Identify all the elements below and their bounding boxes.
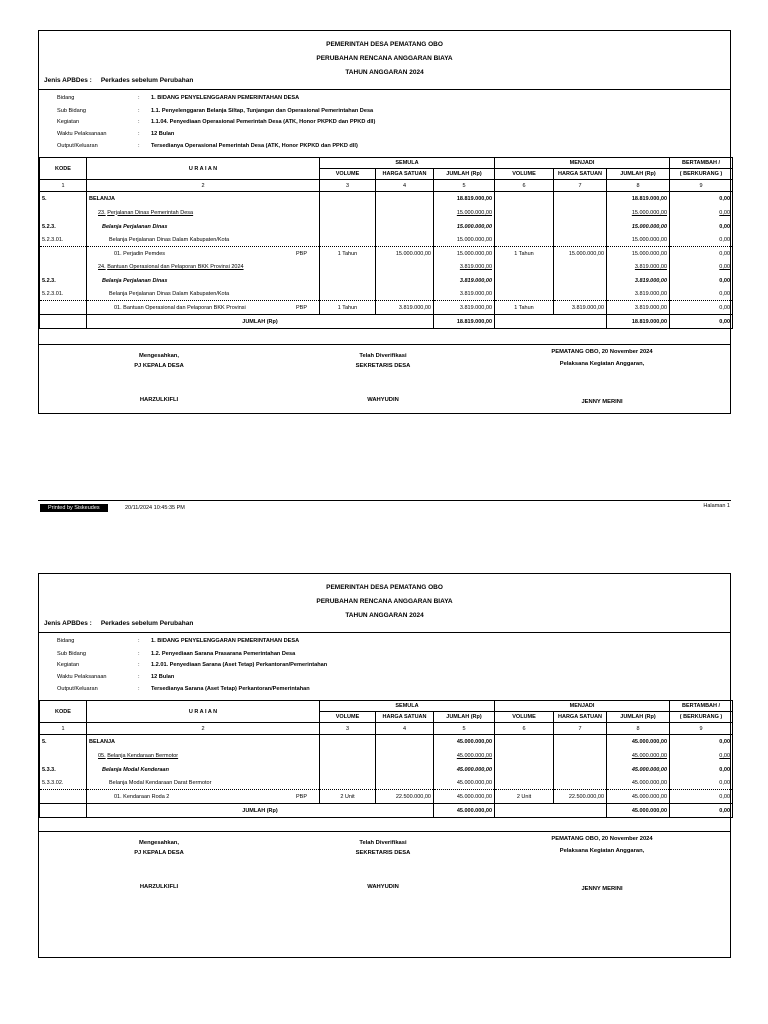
cell-selisih: 0,00 [670, 206, 733, 220]
cell-jumlah-menjadi: 15.000.000,00 [607, 206, 670, 220]
cell-jumlah-menjadi: 45.000.000,00 [607, 763, 670, 777]
jenis-apbdes [44, 77, 193, 84]
rab-page-1 [38, 30, 731, 414]
info-label: Kegiatan [57, 662, 80, 668]
cell-harga-menjadi: 22.500.000,00 [554, 790, 607, 804]
cell-uraian: Belanja Perjalanan Dinas [87, 220, 320, 234]
th-kode: KODE [40, 158, 87, 180]
info-label: Bidang [57, 638, 75, 644]
info-value: Tersedianya Operasional Pemerintah Desa (ATK, Honor PKPKD dan PPKD dll) [151, 143, 358, 149]
th-volume: VOLUME [320, 712, 376, 723]
activity-info [39, 632, 730, 701]
info-colon: : [138, 674, 140, 680]
signature-divider [39, 831, 730, 832]
sig-left-title: Mengesahkan, [139, 353, 179, 359]
info-sub-bidang [39, 108, 730, 119]
col-num: 4 [376, 723, 434, 735]
cell-selisih: 0,00 [670, 247, 733, 261]
info-label: Waktu Pelaksanaan [57, 131, 107, 137]
th-berkurang: ( BERKURANG ) [670, 169, 733, 180]
th-kode: KODE [40, 701, 87, 723]
cell-uraian: Belanja Modal Kendaraan Darat Bermotor [87, 777, 320, 790]
info-label: Waktu Pelaksanaan [57, 674, 107, 680]
info-sub-bidang [39, 651, 730, 662]
info-colon: : [138, 95, 140, 101]
th-semula: SEMULA [320, 158, 495, 169]
table-row [40, 790, 733, 804]
info-value: 12 Bulan [151, 674, 175, 680]
th-volume-2: VOLUME [495, 169, 554, 180]
cell-selisih: 0,00 [670, 777, 733, 790]
cell-jumlah-semula: 45.000.000,00 [434, 749, 495, 763]
info-label: Kegiatan [57, 119, 80, 125]
col-num: 9 [670, 723, 733, 735]
sig-left-name: HARZULKIFLI [139, 884, 179, 890]
cell-jumlah-semula: 45.000.000,00 [434, 777, 495, 790]
col-num: 1 [40, 180, 87, 192]
th-uraian: U R A I A N [87, 701, 320, 723]
cell-jumlah-semula: 45.000.000,00 [434, 763, 495, 777]
sig-mid-role: SEKRETARIS DESA [355, 850, 411, 856]
col-num: 7 [554, 180, 607, 192]
cell-kode: 5. [40, 192, 87, 206]
total-jumlah-semula: 18.819.000,00 [434, 315, 495, 329]
total-selisih: 0,00 [670, 315, 733, 329]
table-header-row [40, 701, 733, 712]
info-colon: : [138, 638, 140, 644]
cell-uraian: Bantuan Operasional dan Pelaporan BKK Provinsi 2024 [107, 264, 244, 270]
cell-kode: 5.2.3. [40, 220, 87, 234]
sig-right-name: JENNY MERINI [581, 399, 623, 405]
cell-kode: 5.2.3.01. [40, 288, 87, 301]
col-num: 1 [40, 723, 87, 735]
th-berkurang: ( BERKURANG ) [670, 712, 733, 723]
col-num: 2 [87, 723, 320, 735]
cell-uraian: Belanja Perjalanan Dinas Dalam Kabupaten/Kota [87, 234, 320, 247]
sig-middle [323, 840, 443, 890]
info-waktu [39, 674, 730, 685]
table-row [40, 247, 733, 261]
jenis-apbdes [44, 620, 193, 627]
sig-right-role: Pelaksana Kegiatan Anggaran, [559, 361, 645, 367]
col-num: 8 [607, 723, 670, 735]
cell-harga-semula: 15.000.000,00 [376, 247, 434, 261]
total-jumlah-menjadi: 18.819.000,00 [607, 315, 670, 329]
header-document-title: PERUBAHAN RENCANA ANGGARAN BIAYA [316, 55, 453, 62]
info-colon: : [138, 119, 140, 125]
cell-volume-semula: 2 Unit [320, 790, 376, 804]
cell-number: 23. [98, 209, 106, 216]
table-row [40, 301, 733, 315]
cell-selisih: 0,00 [670, 301, 733, 315]
print-datetime: 20/11/2024 10:45:35 PM [125, 505, 185, 511]
info-bidang [39, 638, 730, 649]
info-value: 12 Bulan [151, 131, 175, 137]
cell-uraian: BELANJA [87, 192, 320, 206]
cell-harga-semula: 22.500.000,00 [376, 790, 434, 804]
info-bidang [39, 95, 730, 106]
info-label: Bidang [57, 95, 75, 101]
cell-jumlah-semula: 15.000.000,00 [434, 220, 495, 234]
cell-volume-semula: 1 Tahun [320, 301, 376, 315]
col-num: 5 [434, 180, 495, 192]
info-output [39, 143, 730, 154]
cell-harga-menjadi: 15.000.000,00 [554, 247, 607, 261]
cell-jumlah-semula: 3.819.000,00 [434, 288, 495, 301]
total-selisih: 0,00 [670, 804, 733, 818]
th-menjadi: MENJADI [495, 158, 670, 169]
cell-selisih: 0,00 [670, 735, 733, 749]
cell-jumlah-menjadi: 45.000.000,00 [607, 735, 670, 749]
cell-selisih: 0,00 [670, 288, 733, 301]
sig-left [99, 353, 219, 403]
sig-mid-role: SEKRETARIS DESA [355, 363, 411, 369]
column-number-row [40, 723, 733, 735]
cell-jumlah-semula: 18.819.000,00 [434, 192, 495, 206]
col-num: 4 [376, 180, 434, 192]
cell-kode: 5.3.3.02. [40, 777, 87, 790]
info-value: Tersedianya Sarana (Aset Tetap) Perkantoran/Pemerintahan [151, 686, 310, 692]
cell-jumlah-menjadi: 3.819.000,00 [607, 274, 670, 288]
table-row [40, 777, 733, 790]
sig-mid-title: Telah Diverifikasi [359, 840, 407, 846]
sig-right-date: PEMATANG OBO, 20 November 2024 [551, 349, 653, 355]
col-num: 3 [320, 180, 376, 192]
th-jumlah: JUMLAH (Rp) [434, 169, 495, 180]
table-row [40, 220, 733, 234]
info-colon: : [138, 131, 140, 137]
table-row [40, 261, 733, 274]
cell-jumlah-menjadi: 15.000.000,00 [607, 247, 670, 261]
cell-uraian: BELANJA [87, 735, 320, 749]
jenis-value: Perkades sebelum Perubahan [100, 620, 194, 627]
sig-left-title: Mengesahkan, [139, 840, 179, 846]
col-num: 9 [670, 180, 733, 192]
cell-kode: 5.3.3. [40, 763, 87, 777]
cell-jumlah-semula: 3.819.000,00 [434, 301, 495, 315]
total-jumlah-semula: 45.000.000,00 [434, 804, 495, 818]
cell-jumlah-menjadi: 18.819.000,00 [607, 192, 670, 206]
cell-uraian: Belanja Modal Kenderaan [87, 763, 320, 777]
info-value: 1.2. Penyediaan Sarana Prasarana Pemerintahan Desa [151, 651, 296, 657]
cell-selisih: 0,00 [670, 763, 733, 777]
sig-right-role: Pelaksana Kegiatan Anggaran, [559, 848, 645, 854]
th-bertambah: BERTAMBAH / [670, 158, 733, 169]
cell-selisih: 0,00 [670, 749, 733, 763]
th-menjadi: MENJADI [495, 701, 670, 712]
cell-jumlah-semula: 45.000.000,00 [434, 790, 495, 804]
sig-mid-title: Telah Diverifikasi [359, 353, 407, 359]
info-colon: : [138, 651, 140, 657]
jenis-value: Perkades sebelum Perubahan [100, 77, 194, 84]
rab-page-2 [38, 573, 731, 958]
cell-jumlah-menjadi: 15.000.000,00 [607, 234, 670, 247]
column-number-row [40, 180, 733, 192]
table-row [40, 288, 733, 301]
table-row [40, 763, 733, 777]
th-bertambah: BERTAMBAH / [670, 701, 733, 712]
cell-selisih: 0,00 [670, 192, 733, 206]
table-row [40, 234, 733, 247]
info-label: Output/Keluaran [57, 143, 98, 149]
sig-middle [323, 353, 443, 403]
cell-jumlah-menjadi: 15.000.000,00 [607, 220, 670, 234]
col-num: 2 [87, 180, 320, 192]
th-jumlah: JUMLAH (Rp) [434, 712, 495, 723]
info-kegiatan [39, 662, 730, 673]
cell-jumlah-menjadi: 3.819.000,00 [607, 288, 670, 301]
cell-selisih: 0,00 [670, 261, 733, 274]
page-number: Halaman 1 [703, 503, 730, 509]
info-kegiatan [39, 119, 730, 130]
info-colon: : [138, 108, 140, 114]
col-num: 3 [320, 723, 376, 735]
th-harga: HARGA SATUAN [376, 712, 434, 723]
col-num: 6 [495, 723, 554, 735]
info-value: 1. BIDANG PENYELENGGARAN PEMERINTAHAN DESA [151, 638, 300, 644]
cell-selisih: 0,00 [670, 790, 733, 804]
sig-left-role: PJ KEPALA DESA [134, 850, 184, 856]
cell-jumlah-semula: 3.819.000,00 [434, 261, 495, 274]
th-harga-2: HARGA SATUAN [554, 169, 607, 180]
cell-harga-menjadi: 3.819.000,00 [554, 301, 607, 315]
table-row [40, 749, 733, 763]
total-jumlah-menjadi: 45.000.000,00 [607, 804, 670, 818]
cell-volume-menjadi: 2 Unit [495, 790, 554, 804]
sig-right [527, 349, 677, 405]
table-header-row [40, 158, 733, 169]
cell-kode: 5.2.3. [40, 274, 87, 288]
cell-selisih: 0,00 [670, 220, 733, 234]
sig-left-name: HARZULKIFLI [139, 397, 179, 403]
table-row [40, 192, 733, 206]
sig-right-date: PEMATANG OBO, 20 November 2024 [551, 836, 653, 842]
info-label: Sub Bidang [57, 108, 86, 114]
cell-kode: 5. [40, 735, 87, 749]
th-jumlah-2: JUMLAH (Rp) [607, 712, 670, 723]
header-fiscal-year: TAHUN ANGGARAN 2024 [345, 612, 424, 619]
cell-number: 05. [98, 752, 106, 759]
info-waktu [39, 131, 730, 142]
cell-jumlah-menjadi: 45.000.000,00 [607, 749, 670, 763]
sig-left-role: PJ KEPALA DESA [134, 363, 184, 369]
sig-right [527, 836, 677, 892]
cell-jumlah-menjadi: 3.819.000,00 [607, 301, 670, 315]
cell-volume-semula: 1 Tahun [320, 247, 376, 261]
cell-kode: 5.2.3.01. [40, 234, 87, 247]
cell-uraian: Belanja Perjalanan Dinas [87, 274, 320, 288]
table-row [40, 735, 733, 749]
th-uraian: U R A I A N [87, 158, 320, 180]
cell-jumlah-semula: 3.819.000,00 [434, 274, 495, 288]
budget-table [39, 700, 733, 818]
cell-sumber-dana: PBP [295, 250, 307, 257]
cell-uraian: 01. Perjadin Pemdes [114, 250, 166, 257]
cell-jumlah-menjadi: 3.819.000,00 [607, 261, 670, 274]
info-value: 1.1.04. Penyediaan Operasional Pemerintah Desa (ATK, Honor PKPKD dan PPKD dll) [151, 119, 376, 125]
table-row [40, 274, 733, 288]
th-harga-2: HARGA SATUAN [554, 712, 607, 723]
info-value: 1.1. Penyelenggaran Belanja Siltap, Tunjangan dan Operasional Pemerintahan Desa [151, 108, 374, 114]
header-fiscal-year: TAHUN ANGGARAN 2024 [345, 69, 424, 76]
cell-jumlah-menjadi: 45.000.000,00 [607, 790, 670, 804]
cell-volume-menjadi: 1 Tahun [495, 247, 554, 261]
cell-jumlah-menjadi: 45.000.000,00 [607, 777, 670, 790]
info-label: Sub Bidang [57, 651, 86, 657]
th-harga: HARGA SATUAN [376, 169, 434, 180]
th-semula: SEMULA [320, 701, 495, 712]
cell-jumlah-semula: 45.000.000,00 [434, 735, 495, 749]
cell-sumber-dana: PBP [295, 304, 307, 311]
info-label: Output/Keluaran [57, 686, 98, 692]
printed-by-badge: Printed by Siskeudes [40, 504, 108, 512]
info-output [39, 686, 730, 697]
cell-number: 24. [98, 264, 106, 270]
cell-uraian: Belanja Perjalanan Dinas Dalam Kabupaten/Kota [87, 288, 320, 301]
info-value: 1.2.01. Penyediaan Sarana (Aset Tetap) Perkantoran/Pemerintahan [151, 662, 328, 668]
th-volume: VOLUME [320, 169, 376, 180]
col-num: 8 [607, 180, 670, 192]
info-colon: : [138, 686, 140, 692]
cell-uraian: Perjalanan Dinas Pemerintah Desa [107, 209, 194, 216]
jenis-label: Jenis APBDes : [44, 77, 92, 84]
cell-selisih: 0,00 [670, 234, 733, 247]
cell-uraian: 01. Bantuan Operasional dan Pelaporan BKK Provinsi [114, 304, 246, 311]
cell-uraian: 01. Kendaraan Roda 2 [114, 793, 170, 800]
total-label: JUMLAH (Rp) [87, 315, 434, 329]
info-colon: : [138, 143, 140, 149]
cell-sumber-dana: PBP [295, 793, 307, 800]
info-value: 1. BIDANG PENYELENGGARAN PEMERINTAHAN DESA [151, 95, 300, 101]
col-num: 6 [495, 180, 554, 192]
budget-table [39, 157, 733, 329]
header-document-title: PERUBAHAN RENCANA ANGGARAN BIAYA [316, 598, 453, 605]
table-row [40, 206, 733, 220]
th-jumlah-2: JUMLAH (Rp) [607, 169, 670, 180]
header-government: PEMERINTAH DESA PEMATANG OBO [326, 584, 443, 591]
cell-uraian: Belanja Kendaraan Bermotor [107, 752, 179, 759]
cell-jumlah-semula: 15.000.000,00 [434, 206, 495, 220]
cell-selisih: 0,00 [670, 274, 733, 288]
sig-mid-name: WAHYUDIN [367, 884, 399, 890]
sig-left [99, 840, 219, 890]
footer-rule [38, 500, 731, 501]
info-colon: : [138, 662, 140, 668]
cell-volume-menjadi: 1 Tahun [495, 301, 554, 315]
col-num: 5 [434, 723, 495, 735]
jenis-label: Jenis APBDes : [44, 620, 92, 627]
total-row [40, 315, 733, 329]
cell-jumlah-semula: 15.000.000,00 [434, 234, 495, 247]
sig-mid-name: WAHYUDIN [367, 397, 399, 403]
total-label: JUMLAH (Rp) [87, 804, 434, 818]
sig-right-name: JENNY MERINI [581, 886, 623, 892]
cell-harga-semula: 3.819.000,00 [376, 301, 434, 315]
col-num: 7 [554, 723, 607, 735]
total-row [40, 804, 733, 818]
cell-jumlah-semula: 15.000.000,00 [434, 247, 495, 261]
activity-info [39, 89, 730, 158]
th-volume-2: VOLUME [495, 712, 554, 723]
header-government: PEMERINTAH DESA PEMATANG OBO [326, 41, 443, 48]
signature-divider [39, 344, 730, 345]
